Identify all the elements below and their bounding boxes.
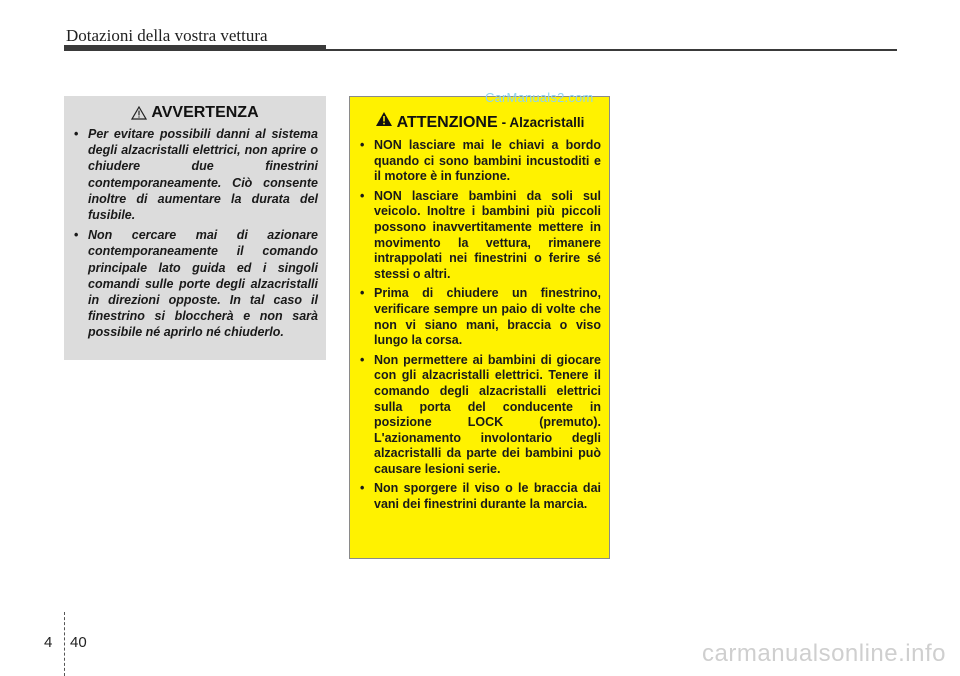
warning-box bbox=[64, 96, 326, 360]
list-item: • Non sporgere il viso o le braccia dai vani dei finestrini durante la marcia. bbox=[358, 481, 601, 512]
attention-heading bbox=[358, 111, 601, 132]
warning-list bbox=[72, 126, 318, 341]
list-item: • Non permettere ai bambini di giocare con gli alzacristalli elettrici. Tenere il comando degli alzacristalli elettrici sulla porta del conducente in posizione LOCK (premuto). L'azionamento involontario degli alzacristalli da parte dei bambini può causare lesioni serie. bbox=[358, 353, 601, 478]
page-number: 40 bbox=[70, 634, 87, 651]
list-item: • Non cercare mai di azionare contemporaneamente il comando principale lato guida ed i singoli comandi sulle porte degli alzacristalli in direzioni opposte. In tal caso il finestrino si bloccherà e non sarà possibile né aprirlo né chiuderlo. bbox=[72, 227, 318, 340]
attention-box bbox=[349, 96, 610, 559]
list-item: • Per evitare possibili danni al sistema degli alzacristalli elettrici, non aprire o chiudere due finestrini contemporaneamente. Ciò consente inoltre di aumentare la durata del fusibile. bbox=[72, 126, 318, 223]
section-title: Dotazioni della vostra vettura bbox=[66, 26, 268, 45]
list-item: • NON lasciare bambini da soli sul veicolo. Inoltre i bambini più piccoli possono inavvertitamente mettere in movimento la vettura, rimanere intrappolati nei finestrini o ferire sé stessi o altri. bbox=[358, 189, 601, 283]
list-item: • Prima di chiudere un finestrino, verificare sempre un paio di volte che non vi siano mani, braccia o viso lungo la corsa. bbox=[358, 286, 601, 348]
footer-divider bbox=[64, 612, 65, 676]
watermark-bottom: carmanualsonline.info bbox=[702, 640, 946, 667]
warning-heading-text: AVVERTENZA bbox=[151, 104, 259, 121]
header-rule-thick bbox=[64, 45, 326, 51]
warning-triangle-filled-icon bbox=[375, 111, 393, 127]
warning-heading bbox=[72, 104, 318, 122]
attention-heading-text: ATTENZIONE bbox=[396, 114, 498, 131]
chapter-number: 4 bbox=[44, 634, 53, 651]
attention-list bbox=[358, 138, 601, 513]
attention-subheading: - Alzacristalli bbox=[501, 115, 585, 130]
watermark-top: CarManuals2.com bbox=[485, 90, 594, 105]
warning-triangle-outline-icon bbox=[131, 106, 147, 120]
list-item: • NON lasciare mai le chiavi a bordo quando ci sono bambini incustoditi e il motore è in funzione. bbox=[358, 138, 601, 185]
header-rule-thin bbox=[326, 49, 897, 51]
